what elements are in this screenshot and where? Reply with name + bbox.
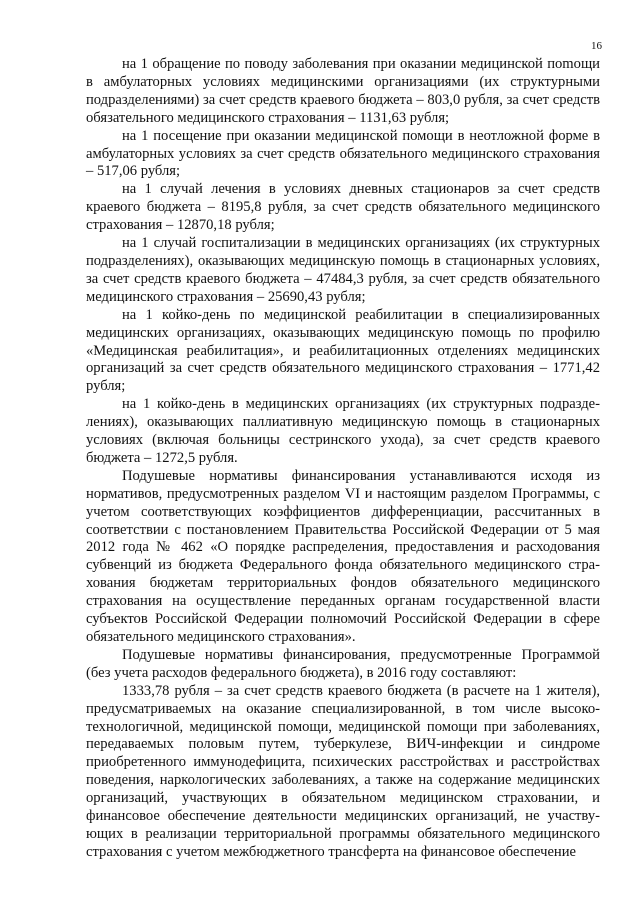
paragraph-emergency-visit-norm: на 1 посещение при оказании медицинской помощи в неотложной форме в амбулаторных условиях за счет средств обязательного медицинского страхования – 517,06 рубля; — [86, 127, 600, 180]
paragraph-regional-budget-per-capita: 1333,78 рубля – за счет средств краевого бюджета (в расчете на 1 жителя), предусматриваемых на оказание специализированной, в том числе высокотехнологичной, медицинской помощи, медицинской помощи при заболеваниях, передаваемых половым путем, туберкулезе, ВИЧ-инфекции и синдроме приобретенного иммунодефицита, психических расстройствах и расстройствах поведения, наркологических заболеваниях, а также на содержание медицинских организаций, участвующих в обязательном медицинском страховании, и финансовое обеспечение деятельности медицинских организаций, не участвующих в реализации территориальной программы обязательного медицинского страхования с учетом межбюджетного трансферта на финансовое обеспечение — [86, 682, 600, 860]
paragraph-hospitalization-norm: на 1 случай госпитализации в медицинских организациях (их структурных подразделениях), оказывающих медицинскую помощь в стационарных условиях, за счет средств краевого бюджета – 47484,3 рубля, за счет средств обязательного медицинского страхования – 25690,43 рубля; — [86, 235, 600, 305]
paragraph-per-capita-norms-2016: Подушевые нормативы финансирования, предусмотренные Программой (без учета расходов федерального бюджета), в 2016 году составляют: — [86, 646, 600, 681]
paragraph-outpatient-visit-norm: на 1 обращение по поводу заболевания при оказании медицинской поmощи в амбулаторных условиях медицинскими организациями (их структурными подразделениями) за счет средств краевого бюджета – 803,0 рубля, за счет средств обязательного медицинского страхования – 1131,63 рубля; — [86, 56, 600, 126]
page-number: 16 — [591, 40, 602, 52]
paragraph-rehabilitation-bed-day-norm: на 1 койко-день по медицинской реабилитации в специализированных медицинских организациях, оказывающих медицинскую помощь по профилю «Медицинская реабилитация», и реабилитационных отделениях медицинских организаций за счет средств обязательного медицинского страхования – 1771,42 рубля; — [86, 306, 600, 395]
document-body — [86, 56, 600, 862]
paragraph-palliative-bed-day-norm: на 1 койко-день в медицинских организациях (их структурных подразделениях), оказывающих паллиативную медицинскую помощь в стационарных условиях (включая больницы сестринского ухода), за счет средств краевого бюджета – 1272,5 рубля. — [86, 396, 600, 466]
paragraph-per-capita-norms-basis: Подушевые нормативы финансирования устанавливаются исходя из нормативов, предусмотренных разделом VI и настоящим разделом Программы, с учетом соответствующих коэффициентов дифференциации, рассчитанных в соответствии с постановлением Правительства Российской Федерации от 5 мая 2012 года № 462 «О порядке распределения, предоставления и расходования субвенций из бюджета Федерального фонда обязательного медицинского страхования бюджетам территориальных фондов обязательного медицинского страхования на осуществление переданных органам государственной власти субъектов Российской Федерации полномочий Российской Федерации в сфере обязательного медицинского страхования». — [86, 467, 600, 645]
paragraph-day-hospital-norm: на 1 случай лечения в условиях дневных стационаров за счет средств краевого бюджета – 8195,8 рубля, за счет средств обязательного медицинского страхования – 12870,18 рубля; — [86, 181, 600, 234]
